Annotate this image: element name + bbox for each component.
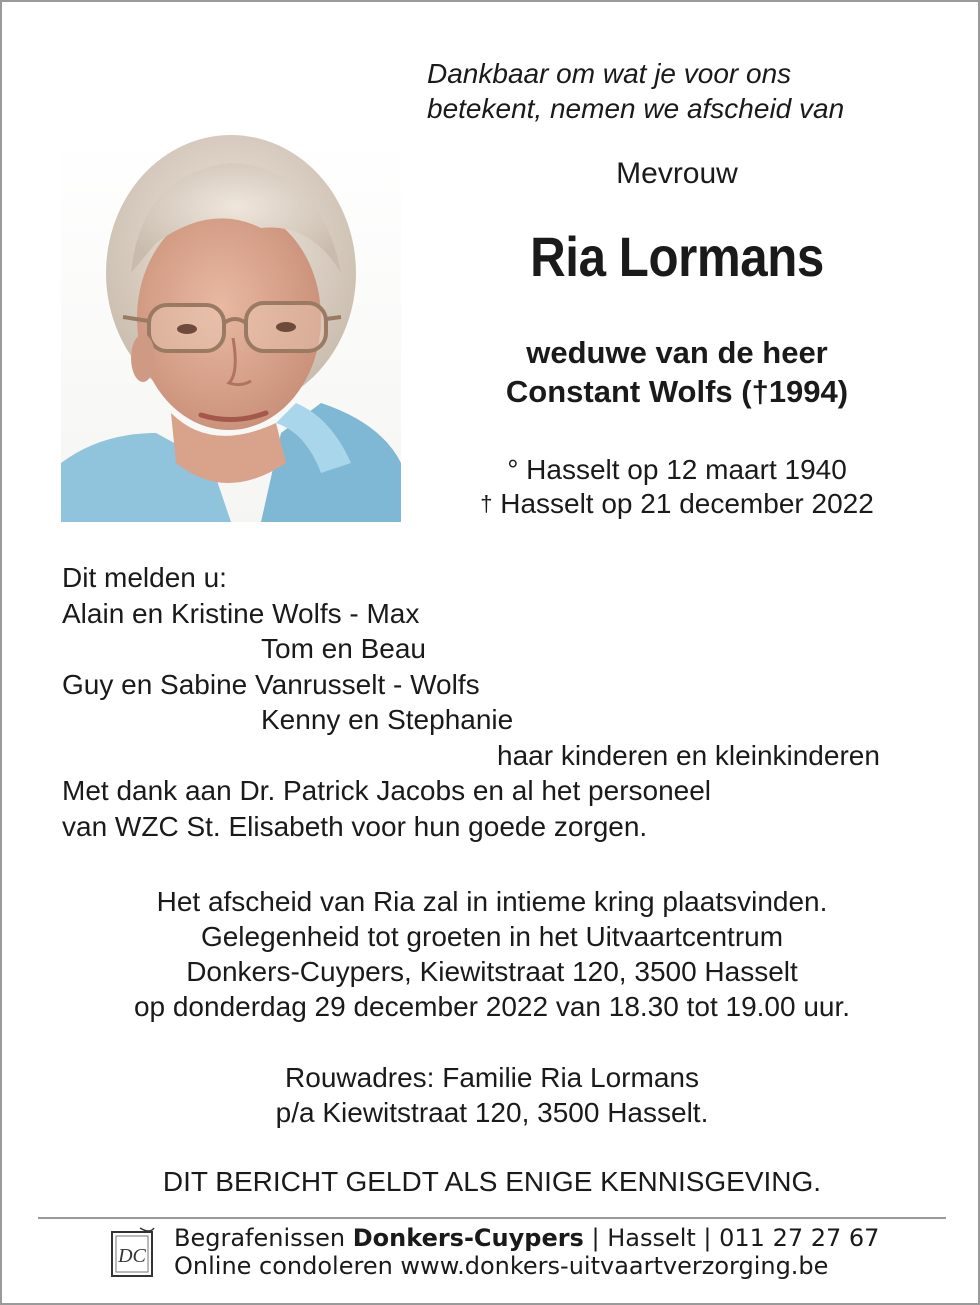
funeral-home-line: Begrafenissen Donkers-Cuypers | Hasselt | 011 27 27 67 bbox=[174, 1224, 880, 1252]
death-date: † Hasselt op 21 december 2022 bbox=[480, 488, 874, 519]
family-line: van WZC St. Elisabeth voor hun goede zorgen. bbox=[62, 810, 648, 842]
family-line: Met dank aan Dr. Patrick Jacobs en al het personeel bbox=[62, 775, 712, 806]
family-announcement bbox=[62, 560, 880, 844]
cross-icon: † bbox=[480, 491, 493, 516]
ceremony-info: Het afscheid van Ria zal in intieme kring plaatsvinden. Gelegenheid tot groeten in het Uitvaartcentrum Donkers-Cuypers, Kiewitstraat 120, 3500 Hasselt op donderdag 29 december 2022 van 18.30 tot 19.00 uur. bbox=[133, 886, 851, 1022]
mourning-address: Rouwadres: Familie Ria Lormans p/a Kiewitstraat 120, 3500 Hasselt. bbox=[275, 1062, 709, 1128]
condolence-link[interactable]: Online condoleren www.donkers-uitvaartverzorging.be bbox=[174, 1252, 829, 1280]
life-dates bbox=[442, 453, 912, 521]
family-line: Tom en Beau bbox=[261, 633, 426, 664]
family-line: haar kinderen en kleinkinderen bbox=[497, 739, 880, 771]
intro-text: Dankbaar om wat je voor ons betekent, nemen we afscheid van bbox=[427, 58, 845, 124]
family-line: Alain en Kristine Wolfs - Max bbox=[62, 597, 420, 629]
portrait-illustration bbox=[61, 133, 401, 522]
portrait-photo bbox=[61, 133, 401, 522]
funeral-home-logo-icon bbox=[110, 1226, 156, 1278]
notice-statement: DIT BERICHT GELDT ALS ENIGE KENNISGEVING. bbox=[162, 1166, 822, 1197]
widow-statement: weduwe van de heer Constant Wolfs (†1994) bbox=[505, 335, 849, 409]
family-line: Guy en Sabine Vanrusselt - Wolfs bbox=[62, 668, 480, 700]
footer-divider bbox=[38, 1217, 946, 1219]
salutation: Mevrouw bbox=[616, 157, 738, 190]
family-line: Dit melden u: bbox=[62, 562, 227, 593]
deceased-name: Ria Lormans bbox=[530, 225, 824, 288]
family-line: Kenny en Stephanie bbox=[261, 704, 514, 735]
logo-letters: DC bbox=[118, 1245, 146, 1267]
birth-date: ° Hasselt op 12 maart 1940 bbox=[507, 454, 847, 485]
funeral-home-name: Donkers-Cuypers bbox=[352, 1224, 584, 1252]
footer-info bbox=[174, 1224, 879, 1280]
